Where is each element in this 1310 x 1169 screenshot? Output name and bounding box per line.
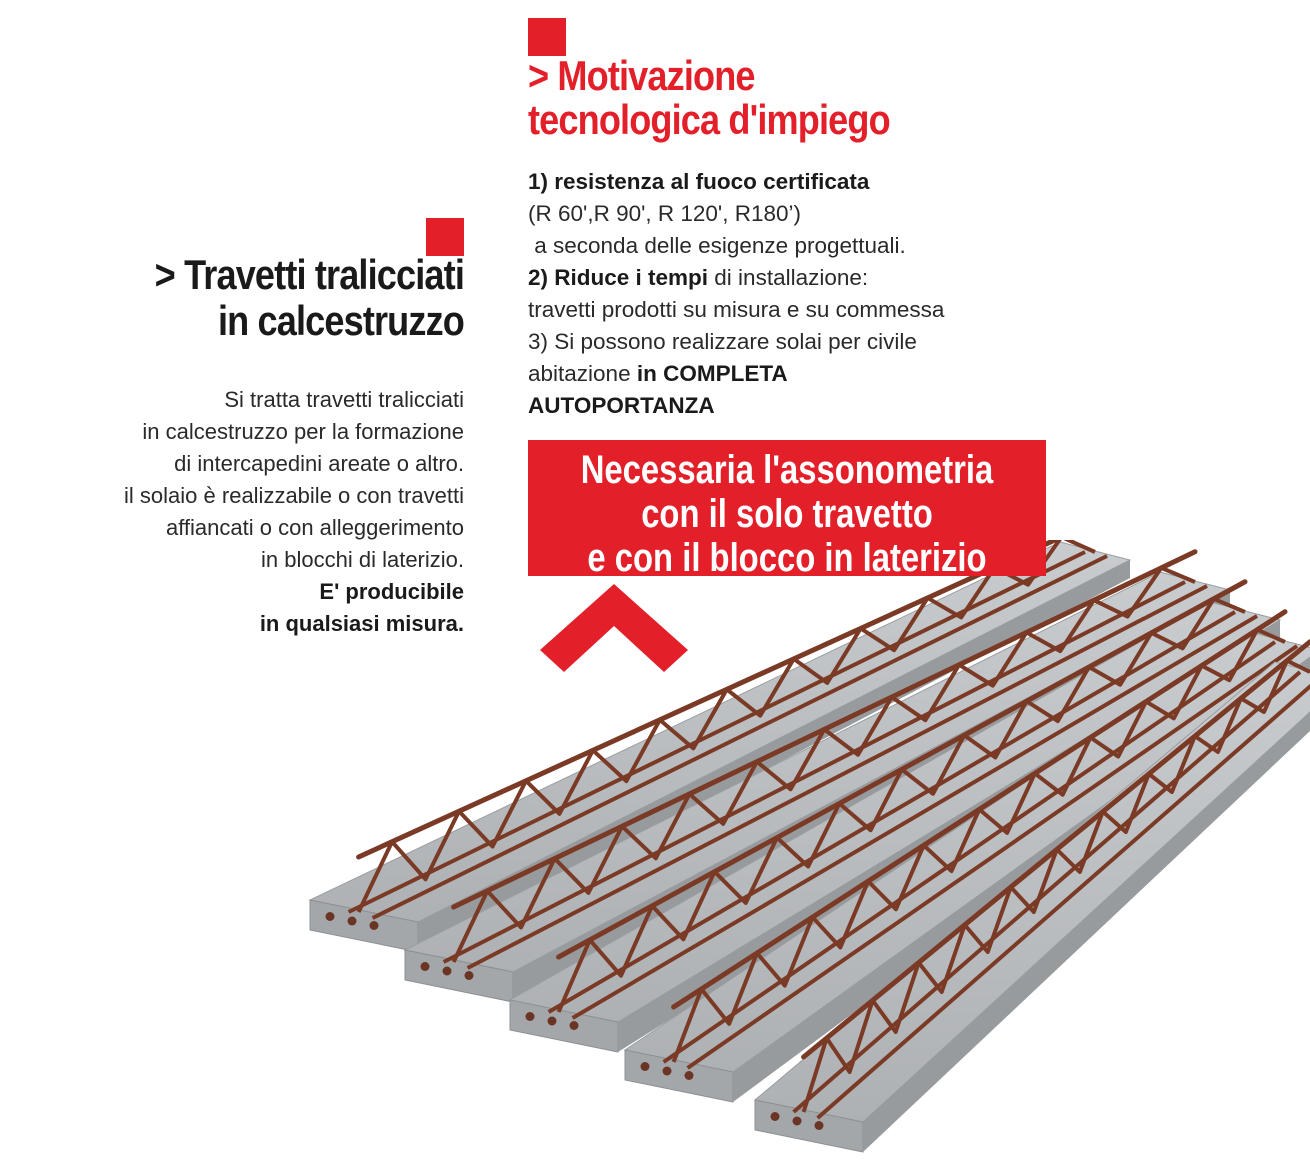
item-1-note: a seconda delle esigenze progettuali.: [528, 233, 906, 258]
item-3-line-3: [528, 390, 1068, 422]
left-title-line-2: in calcestruzzo: [217, 297, 464, 344]
motivation-list: [528, 166, 1068, 422]
red-chevron-up-icon: [540, 584, 690, 674]
left-title: [117, 252, 464, 344]
banner-line-3: e con il blocco in laterizio: [587, 536, 987, 580]
joists-illustration: [290, 540, 1310, 1168]
note-banner: [528, 440, 1046, 580]
highlight-line: E' producibile: [319, 579, 464, 604]
item-1-heading: 1) resistenza al fuoco certificata: [528, 169, 870, 194]
right-title-marker: [528, 18, 566, 56]
item-1-ratings: (R 60',R 90', R 120', R180’): [528, 201, 802, 226]
banner-line-1: Necessaria l'assonometria: [580, 448, 994, 492]
item-3-line-2: [528, 358, 1068, 390]
item-2-note: travetti prodotti su misura e su commessa: [528, 297, 945, 322]
list-item-1: [528, 166, 1068, 198]
item-2-text: di installazione:: [708, 265, 869, 290]
list-item-2: [528, 262, 1068, 294]
description-line: il solaio è realizzabile o con travetti: [124, 483, 464, 508]
description-line: di intercapedini areate o altro.: [174, 451, 464, 476]
item-2-heading: 2) Riduce i tempi: [528, 265, 709, 290]
list-item-3: 3) Si possono realizzare solai per civile: [528, 329, 917, 354]
highlight-line: in qualsiasi misura.: [259, 611, 464, 636]
banner-line-2: con il solo travetto: [641, 492, 933, 536]
description-line: Si tratta travetti tralicciati: [224, 387, 464, 412]
description-line: in calcestruzzo per la formazione: [142, 419, 464, 444]
item-3-text: abitazione: [528, 361, 637, 386]
right-title-line-1: > Motivazione: [528, 52, 755, 99]
left-title-line-1: > Travetti tralicciati: [154, 251, 464, 298]
right-title: [528, 54, 924, 142]
right-title-line-2: tecnologica d'impiego: [528, 96, 890, 143]
description-line: affiancati o con alleggerimento: [165, 515, 464, 540]
item-3-emphasis: in COMPLETA: [636, 361, 788, 386]
item-3-emphasis-2: AUTOPORTANZA: [528, 393, 715, 418]
description-line: in blocchi di laterizio.: [261, 547, 464, 572]
